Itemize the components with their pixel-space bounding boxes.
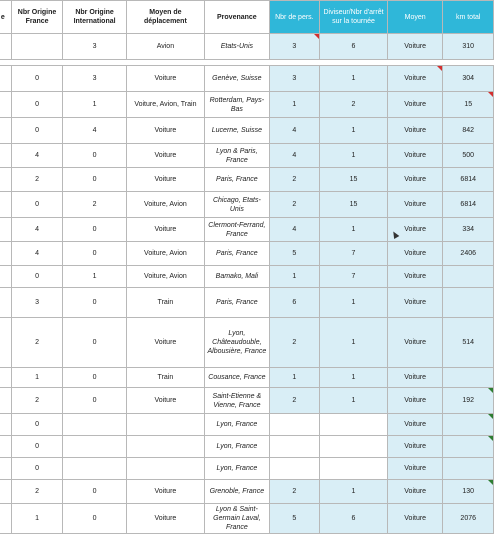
cell-nbr-pers[interactable]: 4	[269, 218, 320, 242]
cell-partial[interactable]	[0, 388, 11, 414]
header-col-diviseur[interactable]: Diviseur/Nbr d'arrêt sur la tournée	[320, 1, 388, 34]
cell-moyen[interactable]: Voiture	[387, 92, 443, 118]
cell-nbr-pers[interactable]: 6	[269, 288, 320, 318]
cell-moyen-deplacement[interactable]: Avion	[126, 34, 204, 60]
cell-moyen[interactable]: Voiture	[387, 388, 443, 414]
cell-moyen-deplacement[interactable]: Train	[126, 368, 204, 388]
cell-nbr-origine-france[interactable]: 2	[11, 318, 63, 368]
cell-nbr-origine-international[interactable]: 0	[63, 144, 126, 168]
cell-moyen-deplacement[interactable]: Voiture	[126, 168, 204, 192]
header-col-moyen[interactable]: Moyen	[387, 1, 443, 34]
cell-provenance[interactable]: Paris, France	[205, 242, 269, 266]
cell-nbr-pers[interactable]	[269, 436, 320, 458]
cell-moyen[interactable]: Voiture	[387, 368, 443, 388]
cell-nbr-origine-international[interactable]: 3	[63, 34, 126, 60]
table-row	[0, 414, 494, 436]
cell-provenance[interactable]: Saint-Etienne & Vienne, France	[205, 388, 269, 414]
cell-moyen-deplacement[interactable]: Voiture, Avion	[126, 192, 204, 218]
cell-partial[interactable]	[0, 288, 11, 318]
table-row	[0, 288, 494, 318]
table-row	[0, 388, 494, 414]
cell-provenance[interactable]: Genève, Suisse	[205, 66, 269, 92]
cell-provenance[interactable]: Cousance, France	[205, 368, 269, 388]
cell-nbr-origine-international[interactable]: 1	[63, 266, 126, 288]
cell-nbr-origine-france[interactable]: 1	[11, 368, 63, 388]
table-row	[0, 34, 494, 60]
cell-nbr-origine-france[interactable]: 0	[11, 92, 63, 118]
cell-partial[interactable]	[0, 192, 11, 218]
table-row	[0, 66, 494, 92]
cell-moyen[interactable]: Voiture	[387, 168, 443, 192]
cell-nbr-origine-international[interactable]: 0	[63, 168, 126, 192]
table-row	[0, 118, 494, 144]
cell-nbr-origine-international[interactable]	[63, 458, 126, 480]
header-col-nbr-pers[interactable]: Nbr de pers.	[269, 1, 320, 34]
cell-moyen[interactable]: Voiture	[387, 480, 443, 504]
cell-nbr-origine-international[interactable]: 0	[63, 288, 126, 318]
cell-nbr-pers[interactable]: 2	[269, 168, 320, 192]
cell-diviseur[interactable]: 15	[320, 192, 388, 218]
cell-nbr-origine-france[interactable]: 0	[11, 458, 63, 480]
cell-moyen-deplacement[interactable]: Voiture	[126, 504, 204, 534]
cell-nbr-origine-international[interactable]: 1	[63, 92, 126, 118]
cell-moyen-deplacement[interactable]: Voiture	[126, 218, 204, 242]
cell-nbr-pers[interactable]: 4	[269, 144, 320, 168]
cell-moyen[interactable]: Voiture	[387, 318, 443, 368]
cell-diviseur[interactable]: 15	[320, 168, 388, 192]
cell-moyen[interactable]: Voiture	[387, 414, 443, 436]
cell-nbr-origine-france[interactable]: 0	[11, 414, 63, 436]
header-row	[0, 1, 494, 34]
cell-km-total[interactable]: 334	[443, 218, 494, 242]
cell-moyen-deplacement[interactable]: Voiture	[126, 118, 204, 144]
cell-km-total[interactable]: 192	[443, 388, 494, 414]
cell-diviseur[interactable]: 7	[320, 266, 388, 288]
cell-nbr-origine-france[interactable]: 2	[11, 388, 63, 414]
cell-partial[interactable]	[0, 318, 11, 368]
cell-partial[interactable]	[0, 144, 11, 168]
cell-moyen-deplacement[interactable]	[126, 458, 204, 480]
cell-diviseur[interactable]: 6	[320, 34, 388, 60]
table-row	[0, 318, 494, 368]
cell-moyen-deplacement[interactable]: Voiture, Avion, Train	[126, 92, 204, 118]
cell-moyen-deplacement[interactable]	[126, 436, 204, 458]
cell-provenance[interactable]: Lyon, Châteaudouble, Albousière, France	[205, 318, 269, 368]
cell-provenance[interactable]: Lyon & Paris, France	[205, 144, 269, 168]
cell-moyen[interactable]: Voiture	[387, 436, 443, 458]
cell-partial[interactable]	[0, 34, 11, 60]
cell-nbr-origine-france[interactable]: 0	[11, 436, 63, 458]
cell-provenance[interactable]: Bamako, Mali	[205, 266, 269, 288]
cell-moyen[interactable]: Voiture	[387, 242, 443, 266]
cell-nbr-origine-france[interactable]: 4	[11, 144, 63, 168]
table-row	[0, 436, 494, 458]
cell-nbr-pers[interactable]: 1	[269, 266, 320, 288]
cell-partial[interactable]	[0, 414, 11, 436]
cell-moyen-deplacement[interactable]: Voiture, Avion	[126, 266, 204, 288]
cell-moyen[interactable]: Voiture	[387, 144, 443, 168]
cell-nbr-pers[interactable]: 2	[269, 318, 320, 368]
cell-moyen-deplacement[interactable]: Voiture	[126, 480, 204, 504]
cell-moyen[interactable]: Voiture	[387, 288, 443, 318]
cell-partial[interactable]	[0, 368, 11, 388]
cell-nbr-pers[interactable]	[269, 414, 320, 436]
cell-km-total[interactable]: 842	[443, 118, 494, 144]
cell-provenance[interactable]: Chicago, Etats-Unis	[205, 192, 269, 218]
cell-diviseur[interactable]: 1	[320, 118, 388, 144]
cell-nbr-origine-france[interactable]	[11, 34, 63, 60]
cell-partial[interactable]	[0, 242, 11, 266]
cell-nbr-origine-france[interactable]: 4	[11, 242, 63, 266]
cell-km-total[interactable]: 6814	[443, 168, 494, 192]
cell-moyen-deplacement[interactable]: Train	[126, 288, 204, 318]
cell-nbr-pers[interactable]: 4	[269, 118, 320, 144]
cell-nbr-origine-france[interactable]: 0	[11, 66, 63, 92]
cell-diviseur[interactable]: 1	[320, 144, 388, 168]
cell-diviseur[interactable]: 6	[320, 504, 388, 534]
cell-partial[interactable]	[0, 504, 11, 534]
table-row	[0, 192, 494, 218]
cell-partial[interactable]	[0, 66, 11, 92]
cell-moyen-deplacement[interactable]: Voiture	[126, 66, 204, 92]
cell-km-total[interactable]: 15	[443, 92, 494, 118]
table-row	[0, 144, 494, 168]
cell-partial[interactable]	[0, 266, 11, 288]
cell-provenance[interactable]: Paris, France	[205, 288, 269, 318]
cell-moyen-deplacement[interactable]: Voiture	[126, 388, 204, 414]
cell-moyen[interactable]: Voiture	[387, 192, 443, 218]
cell-nbr-origine-international[interactable]: 0	[63, 242, 126, 266]
cell-provenance[interactable]: Paris, France	[205, 168, 269, 192]
cell-provenance[interactable]: Lyon, France	[205, 458, 269, 480]
cell-nbr-pers[interactable]: 5	[269, 242, 320, 266]
cell-km-total[interactable]: 500	[443, 144, 494, 168]
cell-nbr-origine-france[interactable]: 0	[11, 192, 63, 218]
cell-provenance[interactable]: Lucerne, Suisse	[205, 118, 269, 144]
cell-moyen-deplacement[interactable]	[126, 414, 204, 436]
cell-km-total[interactable]	[443, 458, 494, 480]
cell-provenance[interactable]: Rotterdam, Pays-Bas	[205, 92, 269, 118]
cell-nbr-origine-international[interactable]: 0	[63, 318, 126, 368]
cell-moyen-deplacement[interactable]: Voiture	[126, 318, 204, 368]
cell-nbr-pers[interactable]: 5	[269, 504, 320, 534]
cell-km-total[interactable]: 310	[443, 34, 494, 60]
cell-partial[interactable]	[0, 218, 11, 242]
cell-km-total[interactable]: 130	[443, 480, 494, 504]
table-row	[0, 218, 494, 242]
cell-nbr-origine-international[interactable]: 0	[63, 368, 126, 388]
cell-partial[interactable]	[0, 458, 11, 480]
cell-nbr-origine-france[interactable]: 2	[11, 480, 63, 504]
header-col-nbr-origine-france[interactable]: Nbr Origine France	[11, 1, 63, 34]
table-row	[0, 458, 494, 480]
cell-moyen[interactable]: Voiture	[387, 458, 443, 480]
header-col-km-total[interactable]: km total	[443, 1, 494, 34]
cell-diviseur[interactable]: 1	[320, 288, 388, 318]
cell-diviseur[interactable]: 2	[320, 92, 388, 118]
table-row	[0, 168, 494, 192]
cell-nbr-pers[interactable]: 2	[269, 480, 320, 504]
cell-provenance[interactable]: Clermont-Ferrand, France	[205, 218, 269, 242]
cell-provenance[interactable]: Etats-Unis	[205, 34, 269, 60]
cell-nbr-origine-international[interactable]	[63, 414, 126, 436]
cell-nbr-origine-france[interactable]: 0	[11, 118, 63, 144]
cell-diviseur[interactable]	[320, 458, 388, 480]
cell-provenance[interactable]: Lyon, France	[205, 436, 269, 458]
cell-diviseur[interactable]: 1	[320, 318, 388, 368]
cell-nbr-origine-france[interactable]: 3	[11, 288, 63, 318]
cell-diviseur[interactable]: 1	[320, 66, 388, 92]
table-row	[0, 242, 494, 266]
cell-km-total[interactable]: 2406	[443, 242, 494, 266]
cell-moyen[interactable]: Voiture	[387, 504, 443, 534]
cell-km-total[interactable]	[443, 436, 494, 458]
cell-moyen[interactable]: Voiture	[387, 266, 443, 288]
cell-nbr-pers[interactable]: 3	[269, 66, 320, 92]
cell-diviseur[interactable]: 1	[320, 480, 388, 504]
header-col-moyen-deplacement[interactable]: Moyen de déplacement	[126, 1, 204, 34]
cell-km-total[interactable]	[443, 288, 494, 318]
cell-diviseur[interactable]: 1	[320, 368, 388, 388]
cell-nbr-origine-international[interactable]	[63, 436, 126, 458]
cell-nbr-pers[interactable]: 1	[269, 368, 320, 388]
cell-partial[interactable]	[0, 436, 11, 458]
cell-nbr-origine-international[interactable]: 0	[63, 480, 126, 504]
cell-nbr-origine-france[interactable]: 2	[11, 168, 63, 192]
table-row	[0, 266, 494, 288]
cell-nbr-pers[interactable]: 2	[269, 192, 320, 218]
cell-diviseur[interactable]: 7	[320, 242, 388, 266]
cell-moyen[interactable]: Voiture	[387, 218, 443, 242]
cell-km-total[interactable]: 6814	[443, 192, 494, 218]
cell-km-total[interactable]	[443, 266, 494, 288]
cell-km-total[interactable]	[443, 368, 494, 388]
table-row	[0, 368, 494, 388]
cell-nbr-origine-france[interactable]: 0	[11, 266, 63, 288]
cell-diviseur[interactable]: 1	[320, 218, 388, 242]
cell-diviseur[interactable]	[320, 414, 388, 436]
cell-diviseur[interactable]	[320, 436, 388, 458]
cell-moyen-deplacement[interactable]: Voiture, Avion	[126, 242, 204, 266]
cell-moyen[interactable]: Voiture	[387, 66, 443, 92]
cell-nbr-origine-international[interactable]: 0	[63, 388, 126, 414]
header-col-partial[interactable]: e	[0, 1, 11, 34]
cell-nbr-origine-france[interactable]: 4	[11, 218, 63, 242]
cell-km-total[interactable]	[443, 414, 494, 436]
cell-moyen[interactable]: Voiture	[387, 118, 443, 144]
cell-nbr-origine-international[interactable]: 3	[63, 66, 126, 92]
cell-nbr-origine-international[interactable]: 2	[63, 192, 126, 218]
header-col-nbr-origine-international[interactable]: Nbr Origine International	[63, 1, 126, 34]
cell-nbr-pers[interactable]: 3	[269, 34, 320, 60]
cell-nbr-origine-international[interactable]: 0	[63, 218, 126, 242]
cell-nbr-origine-france[interactable]: 1	[11, 504, 63, 534]
table-row	[0, 504, 494, 534]
cell-nbr-pers[interactable]	[269, 458, 320, 480]
cell-moyen-deplacement[interactable]: Voiture	[126, 144, 204, 168]
cell-partial[interactable]	[0, 118, 11, 144]
cell-partial[interactable]	[0, 92, 11, 118]
table-body	[0, 34, 494, 534]
cell-provenance[interactable]: Lyon, France	[205, 414, 269, 436]
cell-nbr-pers[interactable]: 1	[269, 92, 320, 118]
cell-diviseur[interactable]: 1	[320, 388, 388, 414]
cell-moyen[interactable]: Voiture	[387, 34, 443, 60]
cell-partial[interactable]	[0, 168, 11, 192]
cell-nbr-origine-international[interactable]: 0	[63, 504, 126, 534]
cell-km-total[interactable]: 2076	[443, 504, 494, 534]
cell-provenance[interactable]: Lyon & Saint-Germain Laval, France	[205, 504, 269, 534]
cell-km-total[interactable]: 514	[443, 318, 494, 368]
table-row	[0, 92, 494, 118]
cell-nbr-pers[interactable]: 2	[269, 388, 320, 414]
cell-km-total[interactable]: 304	[443, 66, 494, 92]
cell-provenance[interactable]: Grenoble, France	[205, 480, 269, 504]
header-col-provenance[interactable]: Provenance	[205, 1, 269, 34]
cell-nbr-origine-international[interactable]: 4	[63, 118, 126, 144]
